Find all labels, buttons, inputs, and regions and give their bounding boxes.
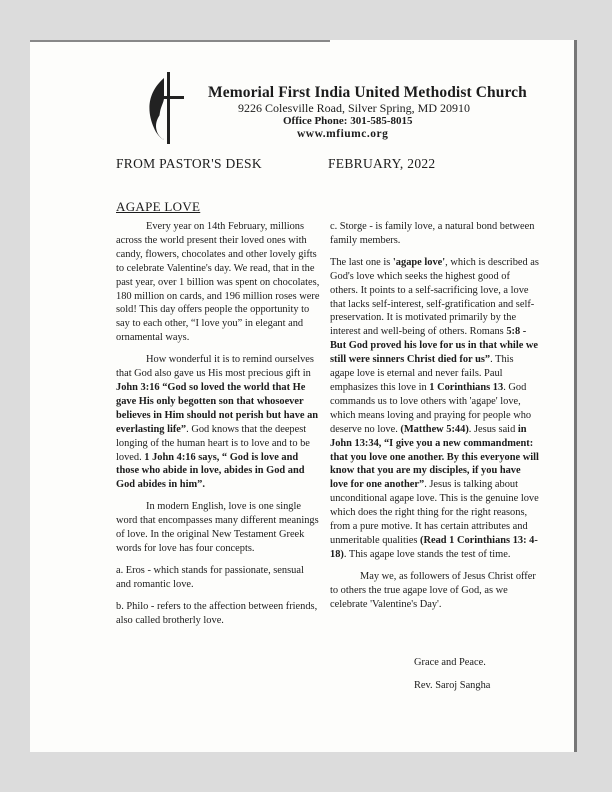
scripture-1-corinthians-13: 1 Corinthians 13 <box>429 381 504 393</box>
newsletter-date: FEBRUARY, 2022 <box>328 156 436 171</box>
church-address: 9226 Colesville Road, Silver Spring, MD 20910 <box>238 101 470 115</box>
scripture-matthew-5-44: (Matthew 5:44) <box>400 423 469 435</box>
page-edge-right <box>574 40 577 752</box>
scripture-1-john-4-16: 1 John 4:16 says, “ God is love and those who abide in love, abides in God and God abides in him”. <box>116 451 305 491</box>
page-edge-top <box>30 40 330 42</box>
text-span: . Jesus said <box>468 423 518 435</box>
text-span: The last one is <box>330 256 393 268</box>
scripture-romans-5-8: 5:8 - But God proved his love for us in that while we still were sinners Christ died for us” <box>330 326 539 366</box>
section-title: FROM PASTOR'S DESK <box>116 156 262 171</box>
text-span: , which is described as God's love which seeks the highest good of others. It points to a self-sacrificing love, a love that lacks self-interest, self-gratification and self-preservation. It is motivated primarily by the interest and well-being of others. Romans <box>330 256 539 338</box>
closing-salutation: Grace and Peace. <box>414 657 486 668</box>
text-span: . Jesus is talking about unconditional agape love. This is the genuine love which does the right thing for the right reasons, from a pure motive. It has certain attributes and unmeritable qualities <box>330 479 539 546</box>
paragraph-greek-concepts: In modern English, love is one single word that encompasses many different meanings of love. In the original New Testament Greek words for love has four concepts. <box>116 501 319 554</box>
text-span: . This agape love stands the test of time. <box>343 548 511 560</box>
article-heading: AGAPE LOVE <box>116 199 201 214</box>
paragraph-closing-prayer: May we, as followers of Jesus Christ offer to others the true agape love of God, as we celebrate 'Valentine's Day'. <box>330 570 536 610</box>
agape-term: 'agape love' <box>392 256 446 268</box>
list-item-eros: a. Eros - which stands for passionate, sensual and romantic love. <box>116 564 304 590</box>
left-column <box>116 220 321 635</box>
text-span: How wonderful it is to remind ourselves that God also gave us His most precious gift in <box>116 354 314 380</box>
scripture-john-3-16: John 3:16 “God so loved the world that He gave His only begotten son that whosoever believes in Him should not perish but have an everlasting life” <box>116 381 319 435</box>
text-span: . This agape love is eternal and never fails. Paul emphasizes this love in <box>330 354 514 393</box>
paragraph-intro: Every year on 14th February, millions across the world present their loved ones with candy, flowers, chocolates and other lovely gifts to celebrate Valentine's day. We read, that in the past year, over 1 billion was spent on chocolates, 180 million on cards, and 196 million roses were sold! This day offers people the opportunity to say to each other, “I love you” in elegant and ornamental ways. <box>116 221 320 344</box>
cross-and-flame-logo <box>140 70 195 145</box>
list-item-philo: b. Philo - refers to the affection between friends, also called brotherly love. <box>116 600 318 626</box>
text-span: . God knows that the deepest longing of the human heart is to love and to be loved. <box>116 423 310 463</box>
paragraph-agape <box>330 256 540 562</box>
church-website: www.mfiumc.org <box>297 128 389 140</box>
office-phone: Office Phone: 301-585-8015 <box>283 115 413 127</box>
paragraph-gift <box>116 353 321 492</box>
church-name: Memorial First India United Methodist Church <box>208 84 527 101</box>
scripture-1-corinthians-13-4-18: (Read 1 Corinthians 13: 4-18) <box>330 534 538 560</box>
text-span: . God commands us to love others with 'agape' love, which means loving and praying for people who deserve no love. <box>330 381 532 435</box>
list-item-storge: c. Storge - is family love, a natural bond between family members. <box>330 221 535 246</box>
right-column <box>330 220 540 619</box>
signature-name: Rev. Saroj Sangha <box>414 680 491 691</box>
scripture-john-13-34: in John 13:34, “I give you a new commandment: that you love one another. By this everyone will know that you are my disciples, if you have love for one another” <box>330 423 539 491</box>
